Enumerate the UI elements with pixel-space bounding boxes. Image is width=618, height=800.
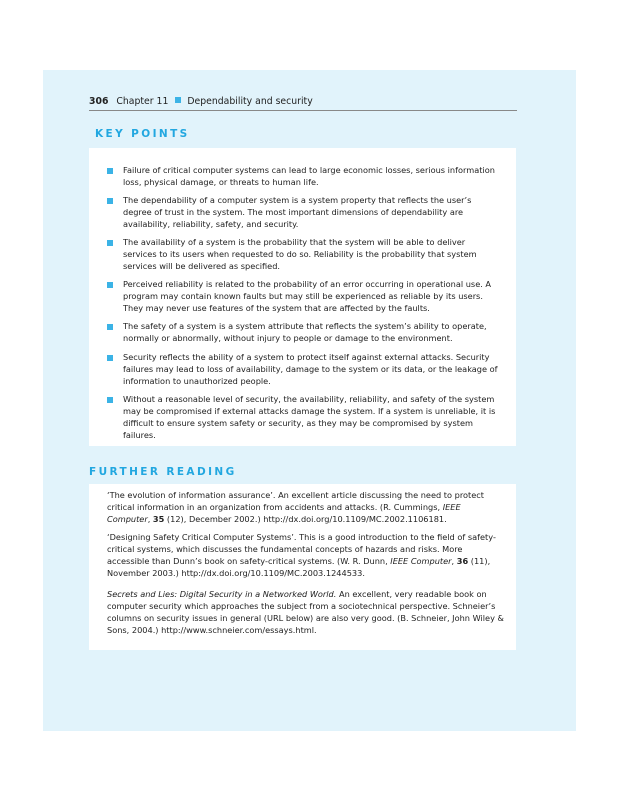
further-reading-title: FURTHER READING [89, 466, 237, 478]
reading-entry [107, 490, 505, 526]
square-bullet-icon [175, 97, 181, 103]
entry-separator: , [147, 513, 153, 524]
key-point-text: The dependability of a computer system is a system property that reflects the user’s degree of trust in the system. The most important dimensions of dependability are availability, reliability, safety, and security. [123, 195, 472, 229]
chapter-label: Chapter 11 [116, 96, 169, 107]
journal-volume: 35 [152, 513, 165, 524]
list-item [107, 165, 499, 189]
running-header [89, 96, 517, 111]
key-points-title: KEY POINTS [95, 128, 190, 140]
page-number: 306 [89, 96, 109, 107]
square-bullet-icon [107, 198, 113, 204]
entry-citation: (11), November 2003.) http://dx.doi.org/10.1109/MC.2003.1244533. [107, 555, 491, 578]
square-bullet-icon [107, 324, 113, 330]
entry-text: An excellent, very readable book on computer security which approaches the subject from a sociotechnical perspective. Schneier’s columns on security issues in general (URL below) are also very good. (B. Schneier, John Wiley & Sons, 2004.) http://www.schneier.com/essays.html. [107, 589, 504, 635]
further-reading-box [89, 484, 516, 650]
square-bullet-icon [107, 168, 113, 174]
square-bullet-icon [107, 282, 113, 288]
list-item [107, 321, 499, 345]
key-point-text: Without a reasonable level of security, the availability, reliability, and safety of the system may be compromised if external attacks damage the system. If a system is unreliable, it is difficult to ensure system safety or security, as they may be compromised by system failures. [123, 394, 496, 440]
key-points-box [89, 148, 516, 446]
journal-name: IEEE Computer [390, 555, 452, 566]
list-item [107, 195, 499, 231]
square-bullet-icon [107, 355, 113, 361]
key-point-text: Perceived reliability is related to the probability of an error occurring in operational use. A program may contain known faults but may still be experienced as reliable by its users. They may never use features of the system that are affected by the faults. [123, 279, 492, 313]
key-point-text: Failure of critical computer systems can lead to large economic losses, serious information loss, physical damage, or threats to human life. [123, 165, 495, 187]
square-bullet-icon [107, 240, 113, 246]
square-bullet-icon [107, 397, 113, 403]
key-point-text: Security reflects the ability of a system to protect itself against external attacks. Security failures may lead to loss of availability, damage to the system or its data, or the leakage of information to unauthorized people. [123, 352, 498, 386]
list-item [107, 237, 499, 273]
list-item [107, 394, 499, 442]
entry-citation: (12), December 2002.) http://dx.doi.org/10.1109/MC.2002.1106181. [164, 513, 447, 524]
entry-text: ‘Designing Safety Critical Computer Systems’. This is a good introduction to the field of safety-critical systems, which discusses the fundamental concepts of hazards and risks. More accessible than Dunn’s book on safety-critical systems. (W. R. Dunn, [107, 532, 496, 566]
entry-separator: , [451, 555, 457, 566]
key-point-text: The safety of a system is a system attribute that reflects the system’s ability to operate, normally or abnormally, without injury to people or damage to the environment. [123, 321, 487, 343]
journal-name: IEEE Computer [107, 501, 461, 524]
journal-volume: 36 [456, 555, 469, 566]
reading-entry [107, 532, 505, 580]
section-label: Dependability and security [187, 96, 313, 107]
reading-entry [107, 589, 505, 637]
list-item [107, 352, 499, 388]
book-title: Secrets and Lies: Digital Security in a Networked World. [107, 589, 337, 599]
key-point-text: The availability of a system is the probability that the system will be able to deliver services to its users when requested to do so. Reliability is the probability that system services will be delivered as specified. [123, 237, 477, 271]
entry-text: ‘The evolution of information assurance’. An excellent article discussing the need to protect critical information in an organization from accidents and attacks. (R. Cummings, [107, 490, 484, 512]
list-item [107, 279, 499, 315]
